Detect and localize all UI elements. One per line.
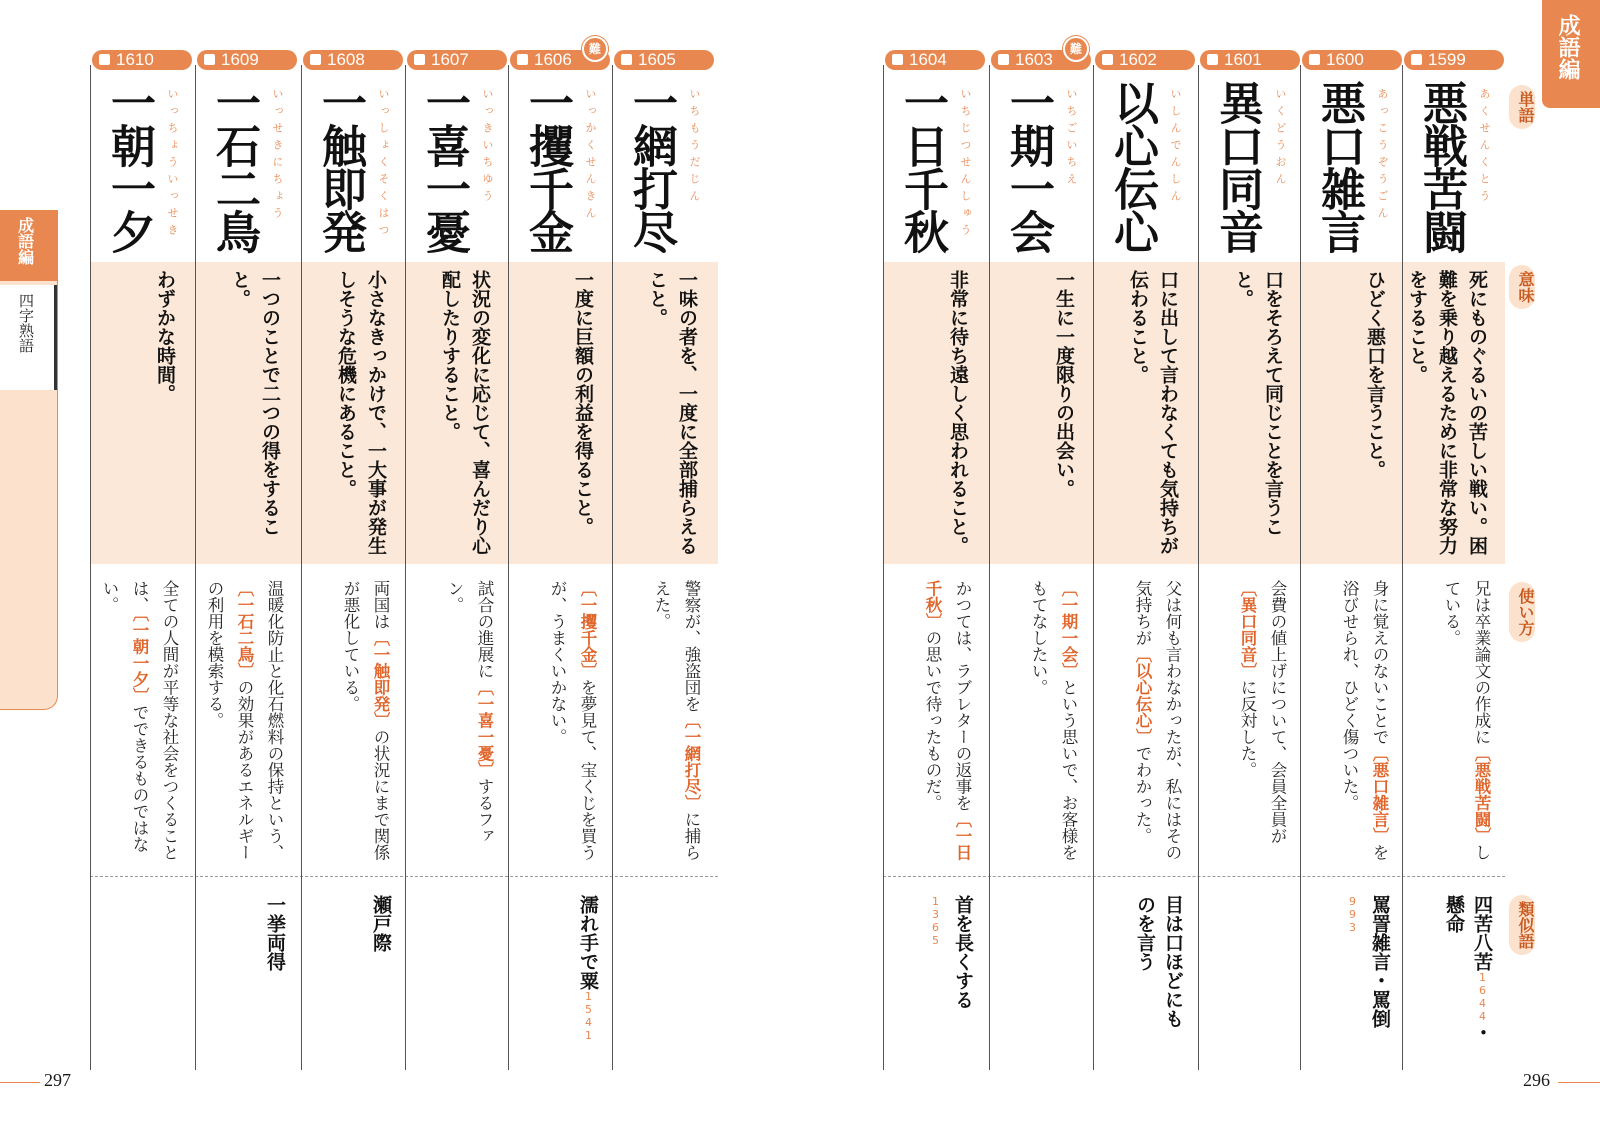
difficult-badge-icon: 難 <box>582 36 608 62</box>
entry-number: 1599 <box>1428 50 1466 69</box>
usage-highlight: 〔一朝一夕〕 <box>130 613 149 704</box>
usage-text-before: 身に覚えのないことで <box>1370 580 1389 745</box>
usage-highlight: 〔一石二鳥〕 <box>235 580 254 679</box>
entry-meaning: 小さなきっかけで、一大事が発生しそうな危機にあること。 <box>335 270 387 555</box>
entry-usage <box>1105 580 1187 870</box>
meaning-band-left <box>90 262 718 564</box>
page-number-right-rule <box>1558 1082 1600 1083</box>
entry-number-tab <box>92 50 192 70</box>
checkbox-icon[interactable] <box>1102 54 1113 65</box>
entry-word-area <box>1300 80 1404 260</box>
side-tab-section: 成語編 <box>0 211 57 281</box>
entry-word-area <box>195 80 299 260</box>
entry-word-area <box>989 80 1093 260</box>
entry-synonym <box>1127 895 1187 1045</box>
usage-text-before: 全ての人間が平等な社会をつくることは、 <box>130 580 179 861</box>
side-index-tab[interactable] <box>0 210 58 710</box>
entry-number: 1602 <box>1119 50 1157 69</box>
usage-highlight: 〔悪戦苦闘〕 <box>1472 745 1491 844</box>
usage-text-before: 試合の進展に <box>475 580 494 679</box>
entry-word-area <box>90 80 194 260</box>
entry-synonym <box>917 895 977 1045</box>
entry-meaning: 一度に巨額の利益を得ること。 <box>572 270 594 536</box>
entry-number-tab <box>1302 50 1402 70</box>
label-word: 単語 <box>1509 85 1535 129</box>
page-number-right: 296 <box>1523 1070 1550 1090</box>
entry-number-tab <box>303 50 403 70</box>
entry-usage <box>207 580 289 870</box>
entry-number-tab <box>197 50 297 70</box>
usage-text-after: の効果があるエネルギーの利用を模索する。 <box>205 580 254 861</box>
entry-reading: いっきいちゆう <box>481 88 494 207</box>
entry-word: 以心伝心 <box>1106 80 1159 252</box>
synonym-text: 瀬戸際 <box>370 895 392 952</box>
synonym-text-2: ・懸命 <box>1443 895 1493 1042</box>
usage-highlight: 〔一期一会〕 <box>1059 580 1078 679</box>
checkbox-icon[interactable] <box>517 54 528 65</box>
entry-number: 1607 <box>431 50 469 69</box>
synonym-text: 目は口ほどにものを言う <box>1134 895 1184 1028</box>
entry-meaning: 一生に一度限りの出会い。 <box>1053 270 1075 498</box>
entry-usage <box>1210 580 1292 870</box>
entry-word: 一触即発 <box>314 80 367 252</box>
entry-word: 異口同音 <box>1211 80 1264 252</box>
entry-reading: あっこうぞうごん <box>1376 88 1389 224</box>
entry-word: 一期一会 <box>1002 80 1055 252</box>
label-synonym: 類似語 <box>1509 895 1535 955</box>
entry-number-tab <box>1095 50 1195 70</box>
usage-text-after: するファン。 <box>445 580 494 844</box>
checkbox-icon[interactable] <box>414 54 425 65</box>
entry-number-tab <box>614 50 714 70</box>
usage-text-before: 温暖化防止と化石燃料の保持という、 <box>265 580 284 861</box>
entry-meaning: 死にものぐるいの苦しい戦い。困難を乗り越えるために非常な努力をすること。 <box>1406 270 1488 555</box>
entry-synonym <box>1334 895 1394 1045</box>
section-tab[interactable] <box>1542 0 1600 108</box>
usage-text-after: でわかった。 <box>1133 745 1152 844</box>
page-number-left-rule <box>0 1082 40 1083</box>
page-number-left: 297 <box>44 1070 71 1090</box>
usage-text-after: に捕らえた。 <box>652 580 701 861</box>
checkbox-icon[interactable] <box>1207 54 1218 65</box>
usage-text-before: 兄は卒業論文の作成に <box>1472 580 1491 745</box>
entry-word-area <box>612 80 716 260</box>
entry-usage <box>1414 580 1496 870</box>
entry-meaning: わずかな時間。 <box>154 270 176 403</box>
synonym-text: 一挙両得 <box>264 895 286 971</box>
entry-reading: あくせんくとう <box>1478 88 1491 207</box>
entry-number-tab <box>885 50 985 70</box>
entry-number: 1604 <box>909 50 947 69</box>
entry-usage <box>417 580 499 870</box>
usage-text-after: の状況にまで関係が悪化している。 <box>341 580 390 861</box>
entry-number: 1603 <box>1015 50 1053 69</box>
synonym-ref-number: 1541 <box>582 990 595 1042</box>
entry-word: 一喜一憂 <box>418 80 471 252</box>
synonym-ref-number: 1365 <box>929 895 942 947</box>
entry-meaning: 口をそろえて同じことを言うこと。 <box>1232 270 1284 536</box>
usage-text-before: 会費の値上げについて、会員全員が <box>1268 580 1287 844</box>
entry-usage <box>624 580 706 870</box>
usage-text-before: 父は何も言わなかったが、私にはその気持ちが <box>1133 580 1182 861</box>
entry-meaning: 口に出して言わなくても気持ちが伝わること。 <box>1127 270 1179 555</box>
synonym-divider-left <box>90 876 718 877</box>
entry-usage <box>1001 580 1083 870</box>
usage-highlight: 〔一喜一憂〕 <box>475 679 494 778</box>
usage-highlight: 〔一日千秋〕 <box>923 580 972 861</box>
entry-usage <box>313 580 395 870</box>
entry-number: 1605 <box>638 50 676 69</box>
entry-word: 一朝一夕 <box>103 80 156 252</box>
usage-highlight: 〔一攫千金〕 <box>578 580 597 679</box>
entry-synonym <box>1436 895 1496 1045</box>
usage-text-after: の思いで待ったものだ。 <box>923 629 942 811</box>
synonym-divider-right <box>883 876 1505 877</box>
entry-number-tab <box>1200 50 1300 70</box>
entry-meaning: 一つのことで二つの得をすること。 <box>229 270 281 536</box>
entry-meaning: 非常に待ち遠しく思われること。 <box>947 270 969 555</box>
entry-word-area <box>1198 80 1302 260</box>
entry-reading: いっせきにちょう <box>271 88 284 224</box>
usage-text-before: 両国は <box>371 580 390 630</box>
checkbox-icon[interactable] <box>310 54 321 65</box>
entry-number-tab <box>1404 50 1504 70</box>
entry-meaning: 状況の変化に応じて、喜んだり心配したりすること。 <box>439 270 491 555</box>
entry-synonym <box>229 895 289 1045</box>
checkbox-icon[interactable] <box>892 54 903 65</box>
entry-number: 1609 <box>221 50 259 69</box>
checkbox-icon[interactable] <box>99 54 110 65</box>
entry-reading: いしんでんしん <box>1169 88 1182 207</box>
entry-word-area <box>883 80 987 260</box>
usage-highlight: 〔以心伝心〕 <box>1133 646 1152 745</box>
synonym-text: 濡れ手で粟 <box>577 895 599 990</box>
entry-number: 1606 <box>534 50 572 69</box>
entry-reading: いっちょういっせき <box>166 88 179 241</box>
checkbox-icon[interactable] <box>204 54 215 65</box>
entry-reading: いっしょくそくはつ <box>377 88 390 241</box>
entry-word-area <box>508 80 612 260</box>
entry-reading: いくどうおん <box>1274 88 1287 190</box>
entry-word: 一日千秋 <box>896 80 949 252</box>
entry-synonym <box>542 895 602 1045</box>
usage-text-after: を夢見て、宝くじを買うが、うまくいかない。 <box>548 580 597 861</box>
entry-reading: いちもうだじん <box>688 88 701 207</box>
usage-text-after: でできるものではない。 <box>100 580 149 853</box>
entry-meaning: ひどく悪口を言うこと。 <box>1364 270 1386 479</box>
usage-text-after: を浴びせられ、ひどく傷ついた。 <box>1340 580 1389 861</box>
usage-highlight: 〔異口同音〕 <box>1238 580 1257 679</box>
usage-highlight: 〔悪口雑言〕 <box>1370 745 1389 844</box>
synonym-text: 四苦八苦 <box>1471 895 1493 971</box>
entry-number: 1610 <box>116 50 154 69</box>
checkbox-icon[interactable] <box>998 54 1009 65</box>
entry-usage <box>895 580 977 870</box>
entry-reading: いちじつせんしゅう <box>959 88 972 241</box>
entry-word: 一網打尽 <box>625 80 678 252</box>
entry-usage <box>520 580 602 870</box>
side-tab-subsection: 四字熟語 <box>0 285 57 390</box>
entry-word: 一攫千金 <box>521 80 574 252</box>
entry-number: 1608 <box>327 50 365 69</box>
entry-number: 1601 <box>1224 50 1262 69</box>
entry-meaning: 一味の者を、一度に全部捕らえること。 <box>646 270 698 555</box>
synonym-ref-number: 1644 <box>1476 971 1489 1023</box>
checkbox-icon[interactable] <box>621 54 632 65</box>
label-meaning: 意味 <box>1509 265 1535 309</box>
usage-highlight: 〔一網打尽〕 <box>682 712 701 811</box>
synonym-text: 首を長くする <box>952 895 974 1009</box>
checkbox-icon[interactable] <box>1411 54 1422 65</box>
entry-usage <box>1312 580 1394 870</box>
synonym-text: 罵詈雑言・罵倒 <box>1369 895 1391 1028</box>
entry-word: 悪戦苦闘 <box>1415 80 1468 252</box>
entry-word-area <box>1093 80 1197 260</box>
entry-reading: いっかくせんきん <box>584 88 597 224</box>
difficult-badge-icon: 難 <box>1063 36 1089 62</box>
entry-word-area <box>1402 80 1506 260</box>
checkbox-icon[interactable] <box>1309 54 1320 65</box>
label-usage: 使い方 <box>1509 582 1535 642</box>
entry-usage <box>102 580 184 870</box>
usage-text-before: 警察が、強盗団を <box>682 580 701 712</box>
entry-synonym <box>335 895 395 1045</box>
section-tab-label: 成語編 <box>1555 14 1581 80</box>
entry-word-area <box>405 80 509 260</box>
entry-word: 悪口雑言 <box>1313 80 1366 252</box>
usage-text-before: かつては、ラブレターの返事を <box>953 580 972 811</box>
entry-word: 一石二鳥 <box>208 80 261 252</box>
entry-number-tab <box>407 50 507 70</box>
entry-word-area <box>301 80 405 260</box>
synonym-ref-number: 993 <box>1346 895 1359 934</box>
usage-text-after: に反対した。 <box>1238 679 1257 778</box>
usage-highlight: 〔一触即発〕 <box>371 629 390 729</box>
entry-number: 1600 <box>1326 50 1364 69</box>
usage-text-after: している。 <box>1442 580 1491 861</box>
usage-text-after: という思いで、お客様をもてなしたい。 <box>1029 580 1078 861</box>
entry-reading: いちごいちえ <box>1065 88 1078 190</box>
